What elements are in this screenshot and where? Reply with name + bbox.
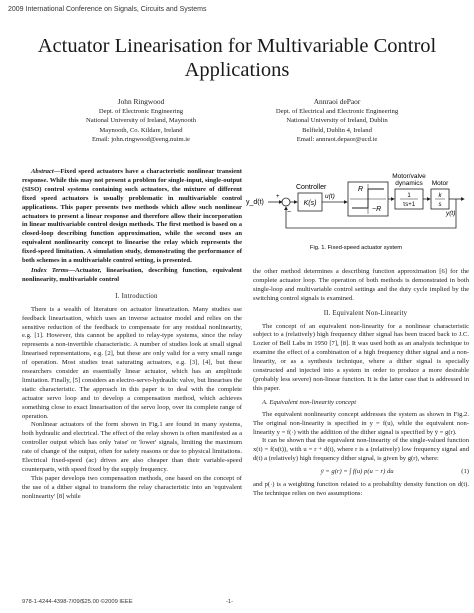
paper-title (0, 34, 474, 82)
author-institution: National University of Ireland, Maynooth (85, 117, 197, 125)
label-neg-r: −R (372, 206, 382, 213)
page-number: -1- (226, 599, 234, 605)
section-heading-equivalent-nonlinearity: II. Equivalent Non-Linearity (323, 309, 408, 317)
body-paragraph: the other method determines a describing function approximation [6] for the complete actuator loop. The operation of both methods is demonstrated in both single-loop and multivariable control settings and the duty cycle implied by the switching control signals is examined. (253, 268, 469, 302)
summing-junction (282, 198, 290, 206)
label-s-denominator: s (438, 202, 442, 208)
figure-block-diagram (246, 170, 466, 262)
index-terms-text: —Actuator, linearisation, describing function, equivalent nonlinearity, multivariable control (22, 266, 242, 283)
title-line-2: Applications (184, 59, 290, 81)
author-block-1 (41, 97, 241, 145)
abstract-label: Abstract (31, 168, 54, 175)
label-dynamics: dynamics (395, 180, 423, 187)
body-paragraph: and p(·) is a weighting function related to a probability density function on d(t). The technique relies on two assumptions: (253, 481, 469, 497)
author-name: John Ringwood (117, 97, 165, 106)
label-motorvalve: Motor/valve (392, 173, 426, 180)
body-paragraph: Nonlinear actuators of the form shown in Fig.1 are found in many systems, both hydraulic and electrical. The effect of the relay shown is often manifested as a controller output which has only 'raise' or 'lower' signals, limiting the maximum rate of change of the output, often for safety reasons or due to physical limitations. Electrical fixed-speed (ac) drives are also cheaper than their variable-speed counterparts, with speed fixed by the supply frequency. (22, 421, 242, 473)
body-paragraph: There is a wealth of literature on actuator linearization. Many studies use feedback linearisation, which uses an inverse actuator model and relies on the sensitive reduction of the feedback to compensate for any residual nonlinearity, e.g. [1]. However, this cannot be applied to relay-type systems, since the relay represents a non-invertible characteristic. A number of studies look at small signal linearised representations, e.g. [2], but these are only valid for a very small range of operation. Most studies treat saturating actuators, e.g. [3], [4], but these researchers consider an essentially linear actuator, which has an amplitude limitation. Finally, [5] considers an electro-servo-hydraulic valve, but linearises the static characteristic. The approach in this paper is to deal with the complete actuator servo loop and to develop a compensation method, which achieves something close to exact linearisation of the servo loop, over its complete range of operation. (22, 305, 242, 420)
label-r: R (358, 186, 364, 193)
label-ut: u(t) (325, 193, 335, 200)
label-minus: − (287, 209, 292, 216)
index-terms (22, 267, 242, 285)
index-terms-label: Index Terms (31, 266, 69, 274)
equation: ȳ = g(r) = ∫ f(u) p(u − r) du (320, 468, 394, 476)
subsection-heading: A. Equivalent non-linearity concept (262, 398, 357, 406)
author-name: Annraoi dePaor (313, 97, 361, 106)
section-heading-introduction: I. Introduction (115, 292, 158, 300)
label-motor: Motor (431, 180, 449, 187)
body-paragraph: The concept of an equivalent non-linearity for a nonlinear characteristic subject to a (relatively) high frequency dither signal has been traced back to J.C. Lozier of Bell Labs in 1950 [7], [8]. It was used both as an analysis technique to examine the effect of a combination of a high frequency dither signal and a non-linearity, or as a synthesis technique, where a dither signal is specially constructed and injected into a system in order to produce a more desirable (probably less severe) non-linear function. It is the latter case that is addressed in this paper. (253, 322, 469, 392)
left-column (22, 168, 242, 502)
label-tf-numerator: 1 (407, 193, 411, 199)
label-k: K(s) (303, 200, 317, 207)
author-address: Maynooth, Co. Kildare, Ireland (99, 126, 183, 134)
label-controller: Controller (296, 184, 327, 191)
conference-header: 2009 International Conference on Signals, Circuits and Systems (8, 6, 207, 13)
author-institution: National University of Ireland, Dublin (286, 117, 388, 125)
author-email[interactable]: Email: annraoi.depaor@ucd.ie (296, 136, 378, 144)
title-line-1: Actuator Linearisation for Multivariable Control (37, 35, 437, 57)
body-paragraph: This paper develops two compensation methods, one based on the concept of the use of a dither signal to transform the relay characteristic into an 'equivalent nonlinearity' [8] while (22, 474, 242, 500)
abstract (22, 168, 242, 266)
figure-caption: Fig. 1. Fixed-speed actuator system (309, 245, 403, 251)
author-email[interactable]: Email: john.ringwood@eeng.nuim.ie (91, 136, 190, 144)
author-address: Belfield, Dublin 4, Ireland (302, 126, 372, 134)
label-yd: y_d(t) (246, 199, 264, 206)
body-paragraph: The equivalent nonlinearity concept addresses the system as shown in Fig.2. The original non-linearity is specified in y = f(u), while the equivalent non-linearity y = f(·) with the addition of the dither signal is specified by ȳ = g(r). (253, 410, 469, 436)
body-paragraph: It can be shown that the equivalent non-linearity of the single-valued function x(t) = f(u(t)), with u = r + d(t), where r is a (relatively) low frequency signal and d(t) a (relatively) high frequency dither signal, is given by g(r), where: (253, 437, 469, 463)
equation-number: (1) (461, 468, 469, 476)
label-k-numerator: k (438, 193, 442, 199)
author-block-2 (237, 97, 437, 145)
abstract-text: —Fixed speed actuators have a characteristic nonlinear transient response. While this may not present a problem for single-input, single-output (SISO) control systems containing such actuators, the mixture of different fixed speed actuators is usually problematic in multivariable control applications. This paper presents two methods which allow such nonlinear actuators to present a linear response and therefore allow their incorporation in linear multivariable control design methods. The first method is based on a closed-loop describing function approximation, while the second uses an equivalent nonlinearity concept to linearise the relay which represents the fixed-speed limitation. A simulation study, demonstrating the performance of both schemes in a multivariable control setting, is presented. (22, 168, 242, 265)
label-yt: y(t) (446, 210, 456, 217)
footer-isbn: 978-1-4244-4398-7/09/$25.00 ©2009 IEEE (22, 599, 133, 605)
author-dept: Dept. of Electronic Engineering (98, 107, 184, 115)
label-plus: + (276, 194, 280, 200)
right-column (253, 268, 469, 499)
equation-row (253, 468, 469, 477)
label-tf-denominator: τs+1 (402, 202, 416, 208)
author-dept: Dept. of Electrical and Electronic Engineering (275, 107, 399, 115)
